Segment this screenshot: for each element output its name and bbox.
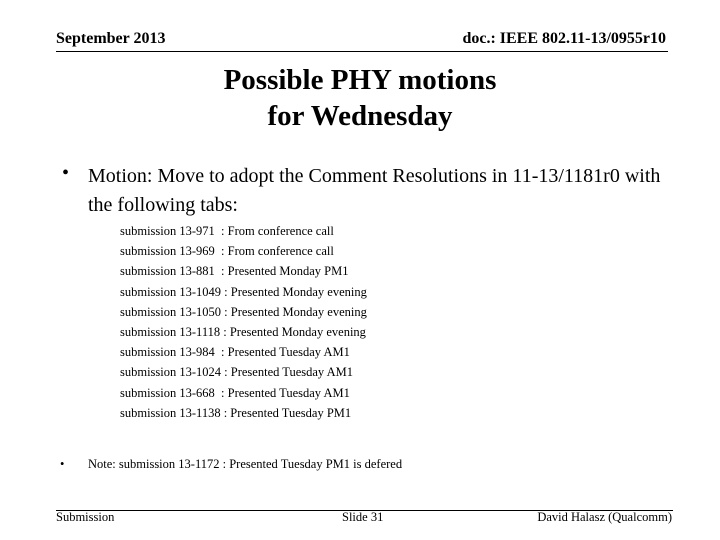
- list-item: submission 13-1138 : Presented Tuesday PM1: [120, 405, 352, 420]
- motion-bullet: •: [62, 162, 70, 184]
- footer-submission: Submission: [56, 510, 115, 524]
- footer-author: David Halasz (Qualcomm): [537, 510, 672, 524]
- header-date: September 2013: [56, 30, 166, 47]
- list-item: submission 13-984 : Presented Tuesday AM1: [120, 345, 350, 360]
- header-rule: [56, 51, 668, 52]
- note-bullet: •: [60, 457, 65, 471]
- slide-title: [0, 62, 720, 134]
- header-doc-id: doc.: IEEE 802.11-13/0955r10: [462, 30, 666, 47]
- motion-text: Motion: Move to adopt the Comment Resolutions in 11-13/1181r0 with the following tabs:: [88, 165, 661, 216]
- list-item: submission 13-1050 : Presented Monday evening: [120, 304, 367, 319]
- list-item: submission 13-1118 : Presented Monday evening: [120, 325, 366, 340]
- list-item: submission 13-1024 : Presented Tuesday AM1: [120, 365, 354, 380]
- footer-slide-number: Slide 31: [342, 510, 384, 524]
- title-line-1: Possible PHY motions: [223, 64, 497, 96]
- list-item: submission 13-1049 : Presented Monday evening: [120, 284, 367, 299]
- note-text: Note: submission 13-1172 : Presented Tuesday PM1 is defered: [88, 457, 403, 471]
- submission-list: [120, 221, 367, 423]
- list-item: submission 13-969 : From conference call: [120, 244, 334, 259]
- list-item: submission 13-971 : From conference call: [120, 224, 334, 238]
- list-item: submission 13-881 : Presented Monday PM1: [120, 264, 349, 279]
- list-item: submission 13-668 : Presented Tuesday AM1: [120, 385, 350, 400]
- title-line-2: for Wednesday: [267, 100, 453, 132]
